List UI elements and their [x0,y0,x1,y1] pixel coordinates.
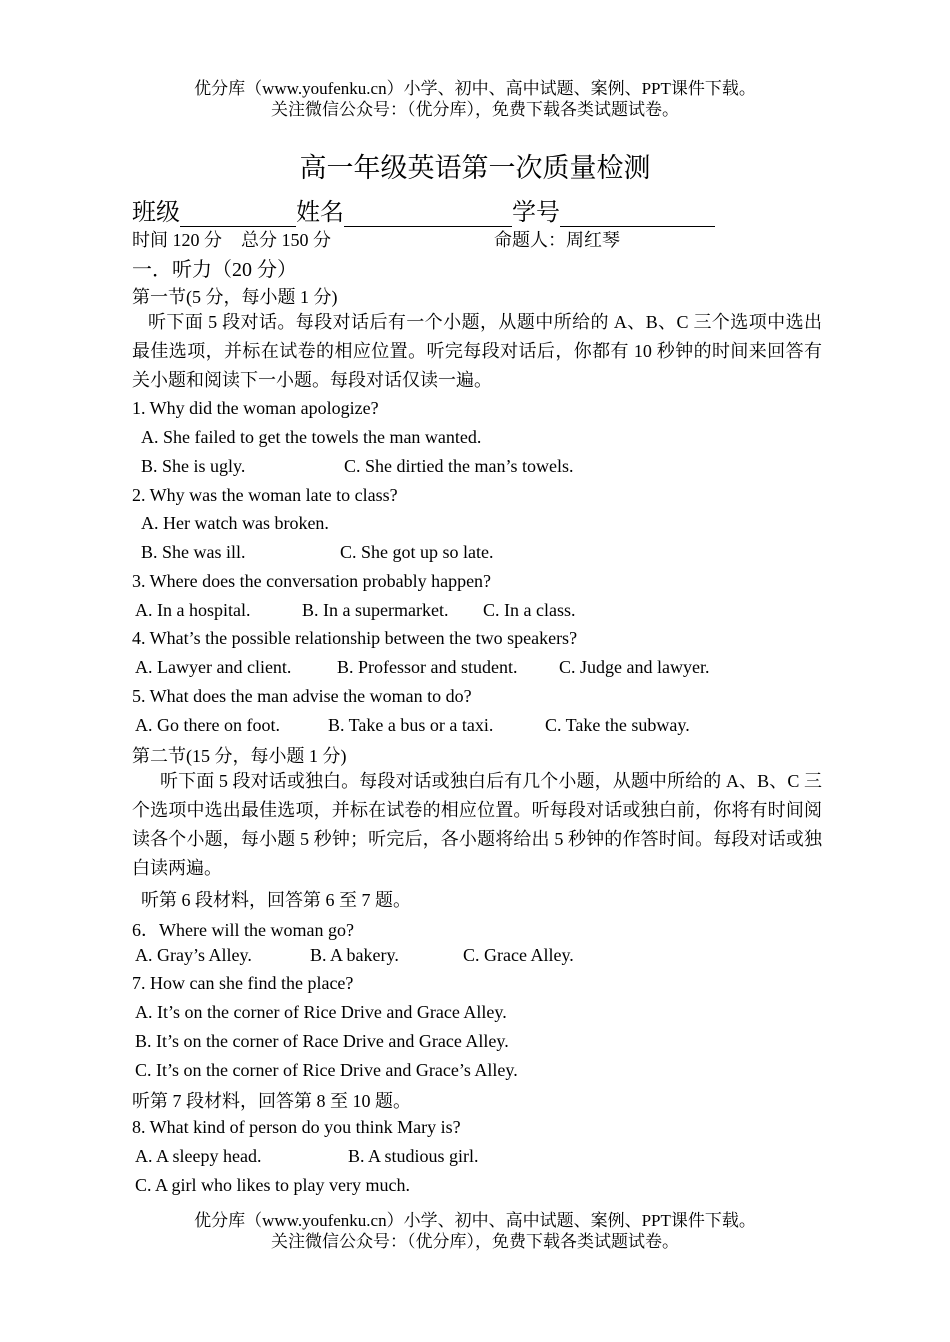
q7-option-a: A. It’s on the corner of Rice Drive and Grace Alley. [135,1002,507,1022]
student-info-row [132,192,715,227]
q4-option-a: A. Lawyer and client. [135,657,292,677]
name-label: 姓名 [296,200,344,226]
q5-stem: 5. What does the man advise the woman to do? [132,686,472,706]
student-id-blank[interactable] [560,204,715,227]
q8-option-b: B. A studious girl. [348,1146,479,1166]
q8-option-c: C. A girl who likes to play very much. [135,1175,410,1195]
q3-option-b: B. In a supermarket. [302,600,449,620]
q5-option-a: A. Go there on foot. [135,715,280,735]
q4-option-b: B. Professor and student. [337,657,518,677]
header-line-2: 关注微信公众号：（优分库），免费下载各类试题试卷。 [271,100,679,119]
q2-option-c: C. She got up so late. [340,542,494,562]
meta-total: 总分 150 分 [241,230,331,250]
student-id-label: 学号 [512,200,560,226]
section-heading: 一．听力（20 分） [132,259,297,281]
q2-option-a: A. Her watch was broken. [141,513,329,533]
q6-option-a: A. Gray’s Alley. [135,945,252,965]
q6-stem: 6．Where will the woman go? [132,920,354,940]
page-title: 高一年级英语第一次质量检测 [299,153,651,183]
q2-option-b: B. She was ill. [141,542,246,562]
q4-option-c: C. Judge and lawyer. [559,657,710,677]
part1-heading: 第一节(5 分，每小题 1 分) [132,287,338,307]
q6-option-b: B. A bakery. [310,945,399,965]
meta-time: 时间 120 分 [132,230,222,250]
q7-option-c: C. It’s on the corner of Rice Drive and Grace’s Alley. [135,1060,518,1080]
q3-stem: 3. Where does the conversation probably happen? [132,571,492,591]
q7-option-b: B. It’s on the corner of Race Drive and Grace Alley. [135,1031,509,1051]
q1-option-a: A. She failed to get the towels the man wanted. [141,427,482,447]
name-blank[interactable] [344,204,512,227]
q8-option-a: A. A sleepy head. [135,1146,262,1166]
q1-stem: 1. Why did the woman apologize? [132,398,379,418]
q7-stem: 7. How can she find the place? [132,973,354,993]
part2-heading: 第二节(15 分，每小题 1 分) [132,746,347,766]
header-line-1: 优分库（www.youfenku.cn）小学、初中、高中试题、案例、PPT课件下载。 [194,79,756,98]
footer-line-1: 优分库（www.youfenku.cn）小学、初中、高中试题、案例、PPT课件下载。 [194,1211,756,1230]
meta-author: 命题人：周红琴 [494,230,620,250]
part2-instructions: 听下面 5 段对话或独白。每段对话或独白后有几个小题，从题中所给的 A、B、C 三个选项中选出最佳选项，并标在试卷的相应位置。听每段对话或独白前，你将有时间阅读各个小题，每小题 5 秒钟；听完后，各小题将给出 5 秒钟的作答时间。每段对话或独白读两遍。 [132,771,822,878]
q3-option-a: A. In a hospital. [135,600,251,620]
part1-instructions: 听下面 5 段对话。每段对话后有一个小题，从题中所给的 A、B、C 三个选项中选出最佳选项，并标在试卷的相应位置。听完每段对话后，你都有 10 秒钟的时间来回答有关小题和阅读下一小题。每段对话仅读一遍。 [132,312,822,390]
material-7-note: 听第 7 段材料，回答第 8 至 10 题。 [132,1091,411,1111]
q1-option-c: C. She dirtied the man’s towels. [344,456,574,476]
q3-option-c: C. In a class. [483,600,576,620]
material-6-note: 听第 6 段材料，回答第 6 至 7 题。 [141,890,411,910]
footer-line-2: 关注微信公众号：（优分库），免费下载各类试题试卷。 [271,1232,679,1251]
q2-stem: 2. Why was the woman late to class? [132,485,398,505]
q6-option-c: C. Grace Alley. [463,945,574,965]
q5-option-c: C. Take the subway. [545,715,690,735]
class-label: 班级 [132,200,180,226]
class-blank[interactable] [180,204,296,227]
q5-option-b: B. Take a bus or a taxi. [328,715,494,735]
q1-option-b: B. She is ugly. [141,456,246,476]
q4-stem: 4. What’s the possible relationship between the two speakers? [132,628,578,648]
q8-stem: 8. What kind of person do you think Mary is? [132,1117,461,1137]
